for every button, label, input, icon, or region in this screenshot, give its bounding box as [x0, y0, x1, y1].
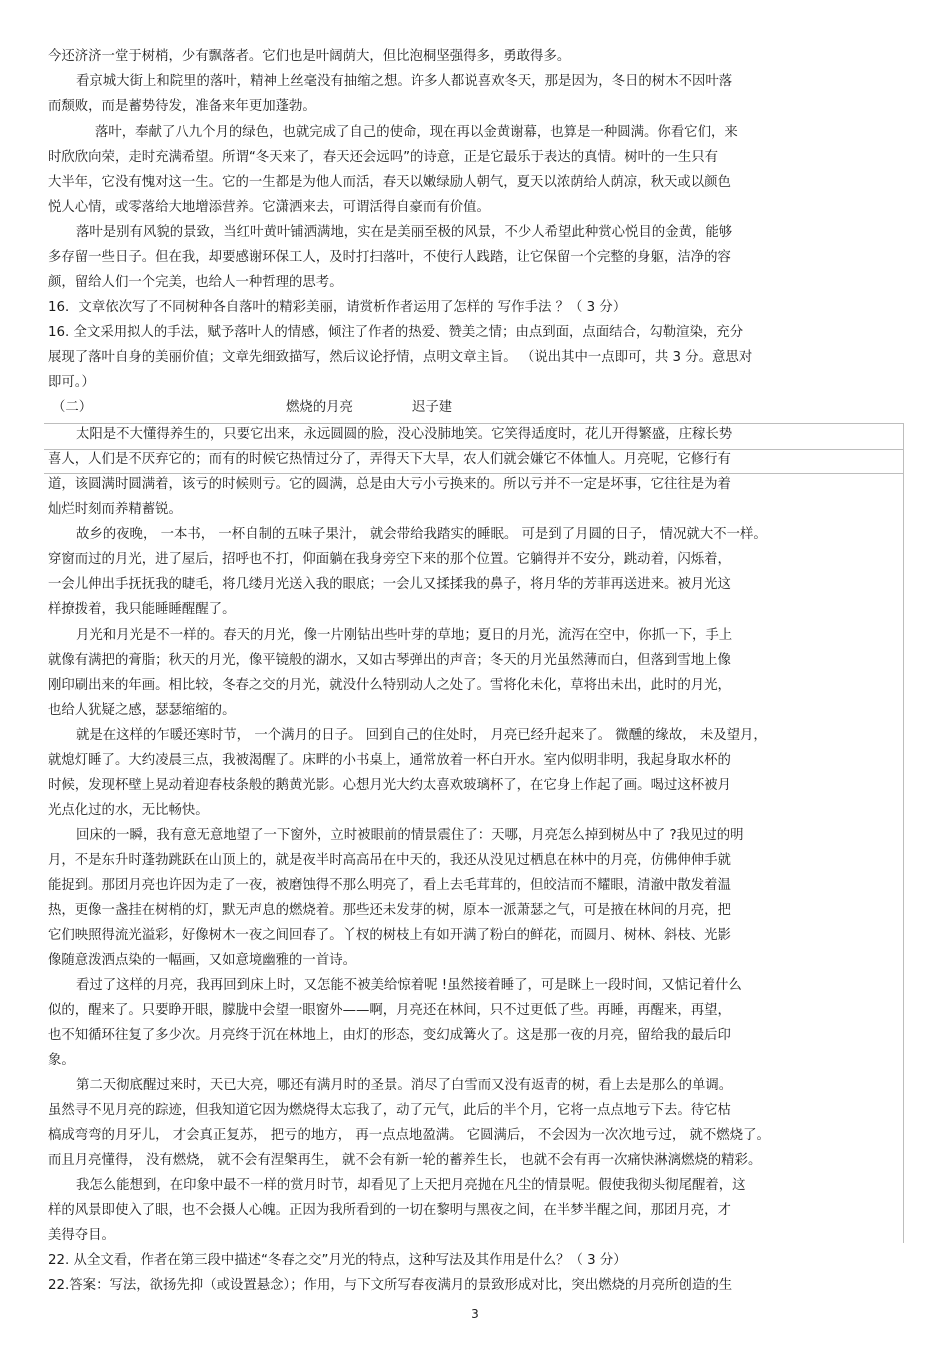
text-line: 回床的一瞬，我有意无意地望了一下窗外，立时被眼前的情景震住了：天哪，月亮怎么掉到树丛中了 ?我见过的明	[76, 828, 744, 843]
section-number: （二）	[52, 400, 93, 415]
text-line: 时欣欣向荣，走时充满希望。所谓“冬天来了，春天还会远吗”的诗意，正是它最乐于表达的真情。树叶的一生只有	[48, 150, 719, 165]
text-line: 多存留一些日子。但在我，却要感谢环保工人，及时打扫落叶，不使行人践踏，让它保留一个完整的身躯，洁净的容	[48, 250, 731, 265]
text-line: 月，不是东升时蓬勃跳跃在山顶上的，就是夜半时高高吊在中天的，我还从没见过栖息在林中的月亮，仿佛伸伸手就	[48, 853, 731, 868]
text-line: 我怎么能想到，在印象中最不一样的赏月时节，却看见了上天把月亮抛在凡尘的情景呢。假使我彻头彻尾醒着，这	[76, 1178, 746, 1193]
text-line: 能捉到。那团月亮也许因为走了一夜，被磨蚀得不那么明亮了，看上去毛茸茸的，但皎洁而不耀眼，清澈中散发着温	[48, 878, 731, 893]
text-line: 它们映照得流光溢彩，好像树木一夜之间回春了。丫杈的树枝上有如开满了粉白的鲜花，而圆月、树林、斜枝、光影	[48, 928, 731, 943]
text-line: 就熄灯睡了。大约凌晨三点，我被渴醒了。床畔的小书桌上，通常放着一杯白开水。室内似明非明，我起身取水杯的	[48, 753, 731, 768]
text-line: 今还济济一堂于树梢，少有飘落者。它们也是叶阔荫大，但比泡桐坚强得多，勇敢得多。	[48, 49, 571, 64]
text-line: 象。	[48, 1053, 75, 1068]
box-border-right	[903, 423, 904, 1243]
text-line: 故乡的夜晚， 一本书， 一杯自制的五味子果汁， 就会带给我踏实的睡眠。 可是到了月圆的日子， 情况就大不一样。	[76, 527, 767, 542]
text-line: 像随意泼洒点染的一幅画，又如意境幽雅的一首诗。	[48, 953, 356, 968]
text-line: 刚印刷出来的年画。相比较，冬春之交的月光，就没什么特别动人之处了。雪将化未化，草将出未出，此时的月光，	[48, 678, 731, 693]
text-line: 看京城大街上和院里的落叶，精神上丝毫没有抽缩之想。许多人都说喜欢冬天，那是因为，冬日的树木不因叶落	[76, 74, 733, 89]
text-line: 就像有满把的膏脂；秋天的月光，像平镜般的湖水，又如古琴弹出的声音；冬天的月光虽然薄而白，但落到雪地上像	[48, 653, 731, 668]
article-author: 迟子建	[412, 400, 453, 415]
text-line: 喜人，人们是不厌弃它的；而有的时候它热情过分了，弄得天下大旱，农人们就会嫌它不体恤人。月亮呢，它修行有	[48, 452, 731, 467]
text-line: 也不知循环往复了多少次。月亮终于沉在林地上，由灯的形态，变幻成篝火了。这是那一夜的月亮，留给我的最后印	[48, 1028, 731, 1043]
text-line: 样的风景即使入了眼，也不会摄人心魄。正因为我所看到的一切在黎明与黑夜之间，在半梦半醒之间，那团月亮，才	[48, 1203, 731, 1218]
text-line: 颜，留给人们一个完美，也给人一种哲理的思考。	[48, 275, 343, 290]
article-title: 燃烧的月亮	[286, 400, 353, 415]
answer-16-cont: 展现了落叶自身的美丽价值；文章先细致描写，然后议论抒情，点明文章主旨。 （说出其中一点即可，共 3 分。意思对	[48, 350, 753, 365]
text-line: 就是在这样的乍暖还寒时节， 一个满月的日子。 回到自己的住处时， 月亮已经升起来了。 微醺的缘故， 未及望月，	[76, 728, 767, 743]
text-line: 光点化过的水，无比畅快。	[48, 803, 209, 818]
text-line: 道，该圆满时圆满着，该亏的时候则亏。它的圆满，总是由大亏小亏换来的。所以亏并不一定是坏事，它往往是为着	[48, 477, 731, 492]
answer-16-end: 即可。）	[48, 375, 95, 390]
text-line: 大半年，它没有愧对这一生。它的一生都是为他人而活，春天以嫩绿励人朝气，夏天以浓荫给人荫凉，秋天或以颜色	[48, 175, 731, 190]
text-line: 也给人犹疑之感，瑟瑟缩缩的。	[48, 703, 236, 718]
text-line: 热，更像一盏挂在树梢的灯，默无声息的燃烧着。那些还未发芽的树，原本一派萧瑟之气，可是掖在林间的月亮，把	[48, 903, 731, 918]
text-line: 时候，发现杯壁上晃动着迎春枝条般的鹅黄光影。心想月光大约太喜欢玻璃杯了，在它身上作起了画。喝过这杯被月	[48, 778, 731, 793]
text-line: 美得夺目。	[48, 1228, 115, 1243]
text-line: 月光和月光是不一样的。春天的月光，像一片刚钻出些叶芽的草地；夏日的月光，流泻在空中，你抓一下，手上	[76, 628, 733, 643]
question-22: 22. 从全文看，作者在第三段中描述“冬春之交”月光的特点，这种写法及其作用是什么？（ 3 分）	[48, 1253, 627, 1268]
text-line: 虽然寻不见月亮的踪迹，但我知道它因为燃烧得太忘我了，动了元气，此后的半个月，它将一点点地亏下去。待它枯	[48, 1103, 731, 1118]
text-line: 悦人心情，或零落给大地增添营养。它潇洒来去，可谓活得自豪而有价值。	[48, 200, 490, 215]
text-line: 而颓败，而是蓄势待发，准备来年更加蓬勃。	[48, 99, 316, 114]
text-line: 太阳是不大懂得养生的，只要它出来，永远圆圆的脸，没心没肺地笑。它笑得适度时，花儿开得繁盛，庄稼长势	[76, 427, 733, 442]
question-16: 16．文章依次写了不同树种各自落叶的精彩美丽，请赏析作者运用了怎样的 写作手法 ？（ 3 分）	[48, 300, 627, 315]
text-line: 样撩拨着，我只能睡睡醒醒了。	[48, 602, 236, 617]
text-line: 穿窗而过的月光，进了屋后，招呼也不打，仰面躺在我身旁空下来的那个位置。它躺得并不安分，跳动着，闪烁着，	[48, 552, 731, 567]
text-line: 槁成弯弯的月牙儿， 才会真正复苏， 把亏的地方， 再一点点地盈满。 它圆满后， 不会因为一次次地亏过， 就不燃烧了。	[48, 1128, 770, 1143]
answer-16: 16. 全文采用拟人的手法，赋予落叶人的情感，倾注了作者的热爱、赞美之情；由点到面，点面结合，勾勒渲染，充分	[48, 325, 744, 340]
text-line: 第二天彻底醒过来时，天已大亮，哪还有满月时的圣景。消尽了白雪而又没有返青的树，看上去是那么的单调。	[76, 1078, 733, 1093]
text-line: 灿烂时刻而养精蓄锐。	[48, 502, 182, 517]
text-line: 落叶是别有风貌的景致，当红叶黄叶铺洒满地，实在是美丽至极的风景，不少人希望此种赏心悦目的金黄，能够	[76, 225, 733, 240]
text-line: 似的，醒来了。只要睁开眼，朦胧中会望一眼窗外——啊，月亮还在林间，只不过更低了些。再睡，再醒来，再望，	[48, 1003, 731, 1018]
text-line: 看过了这样的月亮，我再回到床上时，又怎能不被美给惊着呢 !虽然接着睡了，可是眯上一段时间，又惦记着什么	[76, 978, 742, 993]
text-line: 一会儿伸出手抚抚我的睫毛，将几缕月光送入我的眼底；一会儿又揉揉我的鼻子，将月华的芳菲再送进来。被月光这	[48, 577, 731, 592]
answer-22: 22.答案：写法，欲扬先抑（或设置悬念）；作用，与下文所写春夜满月的景致形成对比，突出燃烧的月亮所创造的生	[48, 1278, 733, 1293]
text-line: 落叶，奉献了八九个月的绿色，也就完成了自己的使命，现在再以金黄谢幕，也算是一种圆满。你看它们，来	[95, 125, 738, 140]
text-line: 而且月亮懂得， 没有燃烧， 就不会有涅槃再生， 就不会有新一轮的蓄养生长， 也就不会有再一次痛快淋漓燃烧的精彩。	[48, 1153, 762, 1168]
page-number: 3	[471, 1307, 479, 1321]
